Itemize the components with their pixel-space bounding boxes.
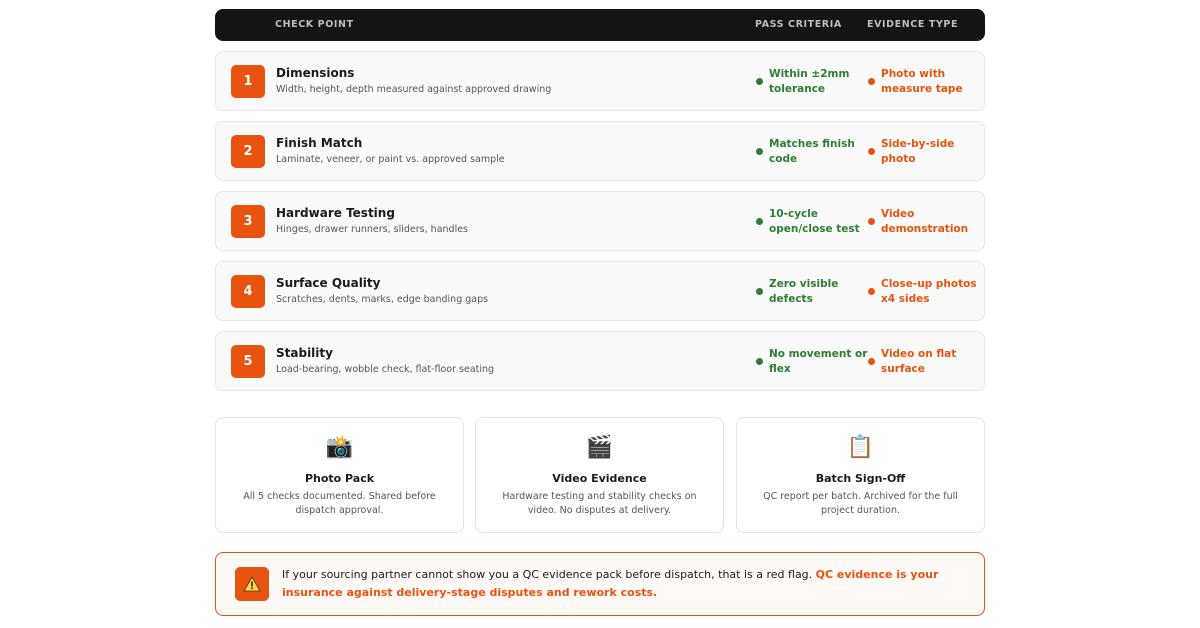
card-title: Photo Pack [304, 472, 375, 485]
clipboard-icon: 📋 [846, 435, 875, 460]
step-number-badge: 4 [231, 275, 265, 308]
pass-dot-icon [756, 358, 763, 365]
pass-dot-icon [756, 78, 763, 85]
evidence-dot-icon [868, 218, 875, 225]
row-description: Scratches, dents, marks, edge banding gaps [276, 294, 489, 305]
card-photo-pack [215, 417, 464, 533]
warning-icon [235, 567, 269, 601]
table-row [215, 261, 985, 321]
row-description: Hinges, drawer runners, sliders, handles [276, 224, 468, 235]
evidence-dot-icon [868, 78, 875, 85]
table-header [215, 9, 985, 41]
card-title: Batch Sign-Off [815, 472, 906, 485]
row-description: Width, height, depth measured against approved drawing [276, 84, 552, 95]
step-number-badge: 2 [231, 135, 265, 168]
card-description: All 5 checks documented. Shared before dispatch approval. [243, 491, 436, 516]
row-title: Dimensions [276, 66, 355, 80]
row-title: Surface Quality [276, 276, 381, 290]
row-description: Load-bearing, wobble check, flat-floor seating [276, 364, 495, 375]
header-check-point: CHECK POINT [275, 19, 354, 30]
step-number-badge: 5 [231, 345, 265, 378]
checklist-rows [215, 51, 985, 391]
table-row [215, 191, 985, 251]
card-description: Hardware testing and stability checks on video. No disputes at delivery. [502, 491, 697, 516]
evidence-cards [215, 417, 985, 533]
card-title: Video Evidence [552, 472, 647, 485]
header-evidence-type: EVIDENCE TYPE [867, 19, 959, 30]
pass-criteria: No movement or flex [769, 348, 868, 375]
pass-dot-icon [756, 218, 763, 225]
pass-criteria: Zero visible defects [769, 278, 839, 305]
header-pass-criteria: PASS CRITERIA [755, 19, 842, 30]
warning-text [282, 566, 944, 602]
warning-message: If your sourcing partner cannot show you a QC evidence pack before dispatch, that is a red flag. [282, 568, 816, 581]
row-title: Finish Match [276, 136, 363, 150]
clapper-board-icon: 🎬 [585, 435, 614, 460]
evidence-type: Side-by-side photo [881, 138, 955, 165]
card-description: QC report per batch. Archived for the full project duration. [763, 491, 958, 516]
table-row [215, 51, 985, 111]
evidence-dot-icon [868, 148, 875, 155]
evidence-type: Video demonstration [881, 208, 969, 235]
card-video-evidence [475, 417, 724, 533]
pass-dot-icon [756, 288, 763, 295]
evidence-type: Close-up photos x4 sides [881, 278, 977, 305]
evidence-dot-icon [868, 288, 875, 295]
card-batch-sign-off [736, 417, 985, 533]
camera-flash-icon: 📸 [325, 435, 354, 460]
step-number-badge: 1 [231, 65, 265, 98]
row-description: Laminate, veneer, or paint vs. approved sample [276, 154, 505, 165]
warning-callout [215, 552, 985, 616]
evidence-dot-icon [868, 358, 875, 365]
evidence-type: Video on flat surface [881, 348, 957, 375]
row-title: Hardware Testing [276, 206, 395, 220]
row-title: Stability [276, 346, 333, 360]
pass-criteria: Matches finish code [769, 138, 855, 165]
table-row [215, 121, 985, 181]
pass-criteria: 10-cycle open/close test [769, 208, 860, 235]
table-row [215, 331, 985, 391]
qc-checklist [215, 9, 985, 599]
pass-dot-icon [756, 148, 763, 155]
warning-emphasis: QC evidence is your insurance against delivery-stage disputes and rework costs. [282, 568, 939, 599]
step-number-badge: 3 [231, 205, 265, 238]
pass-criteria: Within ±2mm tolerance [769, 68, 850, 95]
evidence-type: Photo with measure tape [881, 68, 963, 95]
